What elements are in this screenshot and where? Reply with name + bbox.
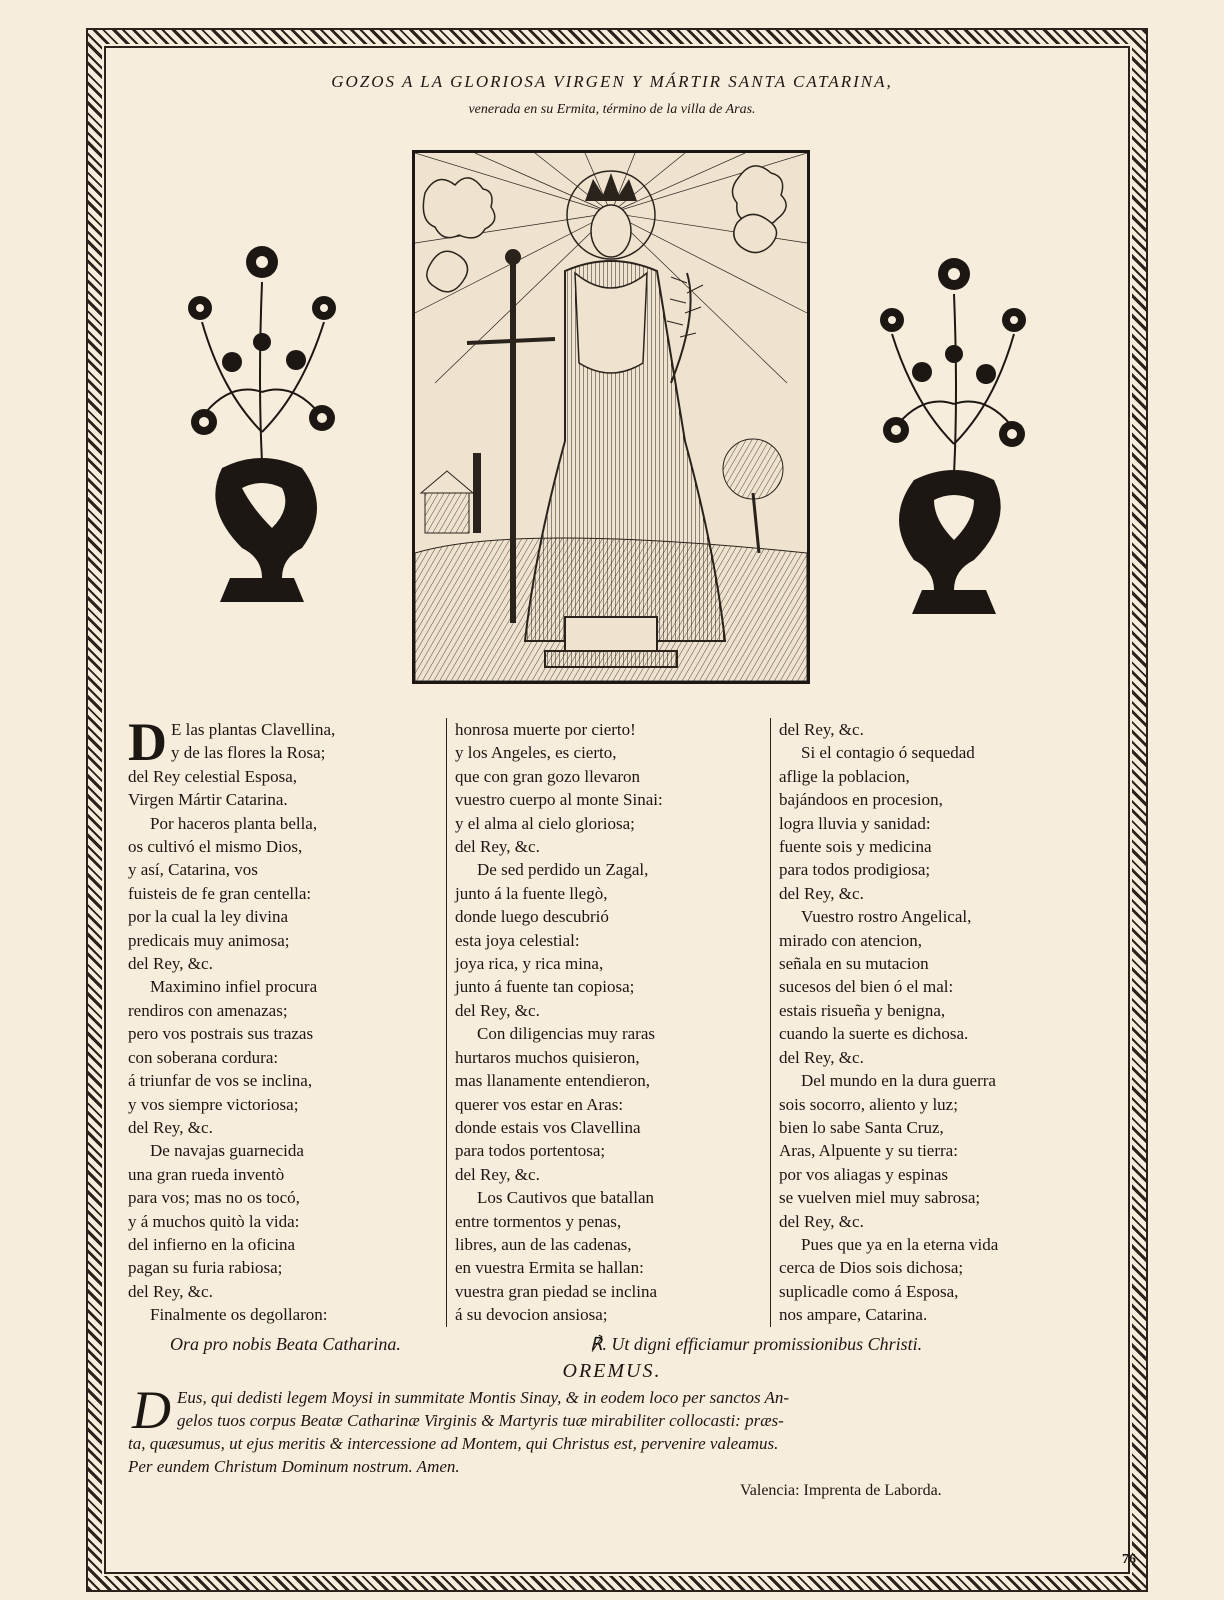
flower-vase-illustration <box>862 244 1044 624</box>
verse-line: De navajas guarnecida <box>150 1141 304 1161</box>
verse-line: y de las flores la Rosa; <box>171 743 326 763</box>
verse-line: Vuestro rostro Angelical, <box>801 907 972 927</box>
verse-column-2 <box>446 718 765 1327</box>
verse-line: libres, aun de las cadenas, <box>455 1234 632 1254</box>
verse-line: cuando la suerte es dichosa. <box>779 1024 969 1044</box>
verse-line: y los Angeles, es cierto, <box>455 743 617 763</box>
verse-line: vuestra gran piedad se inclina <box>455 1281 658 1301</box>
verse-line: del infierno en la oficina <box>128 1234 296 1254</box>
verse-line: se vuelven miel muy sabrosa; <box>779 1188 981 1208</box>
verse-line: á su devocion ansiosa; <box>455 1305 608 1325</box>
verse-line: Finalmente os degollaron: <box>150 1305 328 1325</box>
verse-column-3 <box>770 718 1105 1327</box>
verse-line: y así, Catarina, vos <box>128 860 258 880</box>
verse-line: donde luego descubrió <box>455 907 609 927</box>
verse-line: del Rey celestial Esposa, <box>128 766 298 786</box>
verse-line: mirado con atencion, <box>779 930 923 950</box>
verse-line: mas llanamente entendieron, <box>455 1071 650 1091</box>
verse-line: que con gran gozo llevaron <box>455 766 641 786</box>
verse-column-1 <box>128 712 428 1327</box>
verse-line: rendiros con amenazas; <box>128 1000 288 1020</box>
verse-line: E las plantas Clavellina, <box>171 720 336 739</box>
verse-line: bien lo sabe Santa Cruz, <box>779 1117 944 1137</box>
verse-line: para todos portentosa; <box>455 1141 606 1161</box>
verse-line: del Rey, &c. <box>455 1164 540 1184</box>
versicle: Ora pro nobis Beata Catharina. <box>170 1334 401 1354</box>
verse-line: De sed perdido un Zagal, <box>477 860 649 880</box>
verse-line: á triunfar de vos se inclina, <box>128 1071 313 1091</box>
verse-line: para todos prodigiosa; <box>779 860 931 880</box>
verse-line: pero vos postrais sus trazas <box>128 1024 314 1044</box>
left-flower-vase-ornament <box>172 232 354 612</box>
verse-line: del Rey, &c. <box>128 1281 213 1301</box>
prayer-line: ta, quæsumus, ut ejus meritis & intercessione ad Montem, qui Christus est, pervenire valeamus. <box>128 1434 779 1453</box>
verse-line: del Rey, &c. <box>779 1047 864 1067</box>
verse-line: suplicadle como á Esposa, <box>779 1281 959 1301</box>
verse-line: joya rica, y rica mina, <box>455 954 604 974</box>
verse-line: con soberana cordura: <box>128 1047 279 1067</box>
prayer-drop-cap: D <box>132 1380 171 1440</box>
right-flower-vase-ornament <box>862 244 1044 624</box>
page-subtitle: venerada en su Ermita, término de la villa de Aras. <box>468 102 756 117</box>
verse-line: os cultivó el mismo Dios, <box>128 837 303 857</box>
verse-line: junto á la fuente llegò, <box>455 883 608 903</box>
verse-line: honrosa muerte por cierto! <box>455 720 636 739</box>
verse-line: Aras, Alpuente y su tierra: <box>779 1141 958 1161</box>
prayer-line: Per eundem Christum Dominum nostrum. Amen. <box>128 1457 460 1476</box>
verse-line: por vos aliagas y espinas <box>779 1164 949 1184</box>
verse-line: en vuestra Ermita se hallan: <box>455 1258 644 1278</box>
closing-prayer <box>128 1380 1088 1478</box>
verse-line: del Rey, &c. <box>455 837 540 857</box>
verse-line: sois socorro, aliento y luz; <box>779 1094 958 1114</box>
verse-line: aflige la poblacion, <box>779 766 910 786</box>
verse-line: Del mundo en la dura guerra <box>801 1071 996 1091</box>
verse-line: Pues que ya en la eterna vida <box>801 1234 999 1254</box>
verse-line: una gran rueda inventò <box>128 1164 285 1184</box>
verse-line: Por haceros planta bella, <box>150 813 318 833</box>
verse-line: cerca de Dios sois dichosa; <box>779 1258 964 1278</box>
verse-line: del Rey, &c. <box>128 954 213 974</box>
prayer-line: gelos tuos corpus Beatæ Catharinæ Virginis & Martyris tuæ mirabiliter collocasti: præs- <box>177 1411 784 1430</box>
verse-line: entre tormentos y penas, <box>455 1211 622 1231</box>
verse-columns <box>128 712 1100 1328</box>
verse-line: Virgen Mártir Catarina. <box>128 790 288 810</box>
printer-imprint: Valencia: Imprenta de Laborda. <box>740 1482 942 1499</box>
verse-line: donde estais vos Clavellina <box>455 1117 641 1137</box>
verse-line: Maximino infiel procura <box>150 977 318 997</box>
verse-line: logra lluvia y sanidad: <box>779 813 931 833</box>
verse-line: del Rey, &c. <box>779 1211 864 1231</box>
verse-line: querer vos estar en Aras: <box>455 1094 624 1114</box>
verse-line: y vos siempre victoriosa; <box>128 1094 299 1114</box>
verse-line: del Rey, &c. <box>779 883 864 903</box>
page-title: GOZOS A LA GLORIOSA VIRGEN Y MÁRTIR SANTA CATARINA, <box>331 72 893 91</box>
verse-line: junto á fuente tan copiosa; <box>455 977 635 997</box>
verse-line: para vos; mas no os tocó, <box>128 1188 300 1208</box>
verse-line: esta joya celestial: <box>455 930 580 950</box>
verse-line: señala en su mutacion <box>779 954 929 974</box>
flower-vase-illustration <box>172 232 354 612</box>
verse-line: fuisteis de fe gran centella: <box>128 883 312 903</box>
verse-line: Si el contagio ó sequedad <box>801 743 975 763</box>
verse-line: del Rey, &c. <box>779 720 864 739</box>
verse-line: fuente sois y medicina <box>779 837 932 857</box>
verse-line: por la cual la ley divina <box>128 907 289 927</box>
verse-line: pagan su furia rabiosa; <box>128 1258 283 1278</box>
verse-line: y el alma al cielo gloriosa; <box>455 813 635 833</box>
response: ℟. Ut digni efficiamur promissionibus Christi. <box>590 1334 923 1354</box>
prayer-line: Eus, qui dedisti legem Moysi in summitate Montis Sinay, & in eodem loco per sanctos An- <box>177 1388 790 1407</box>
verse-line: del Rey, &c. <box>455 1000 540 1020</box>
verse-line: vuestro cuerpo al monte Sinai: <box>455 790 663 810</box>
drop-cap: D <box>128 712 167 772</box>
verse-line: nos ampare, Catarina. <box>779 1305 928 1325</box>
verse-line: predicais muy animosa; <box>128 930 290 950</box>
verse-line: Con diligencias muy raras <box>477 1024 655 1044</box>
verse-line: estais risueña y benigna, <box>779 1000 946 1020</box>
verse-line: bajándoos en procesion, <box>779 790 943 810</box>
verse-line: sucesos del bien ó el mal: <box>779 977 954 997</box>
verse-line: Los Cautivos que batallan <box>477 1188 655 1208</box>
saint-catherine-woodcut <box>412 150 810 684</box>
saint-woodcut-illustration <box>415 153 807 681</box>
oremus-heading: OREMUS. <box>562 1360 662 1382</box>
page-number: 76 <box>1122 1552 1136 1567</box>
verse-line: hurtaros muchos quisieron, <box>455 1047 640 1067</box>
verse-line: y á muchos quitò la vida: <box>128 1211 300 1231</box>
verse-line: del Rey, &c. <box>128 1117 213 1137</box>
